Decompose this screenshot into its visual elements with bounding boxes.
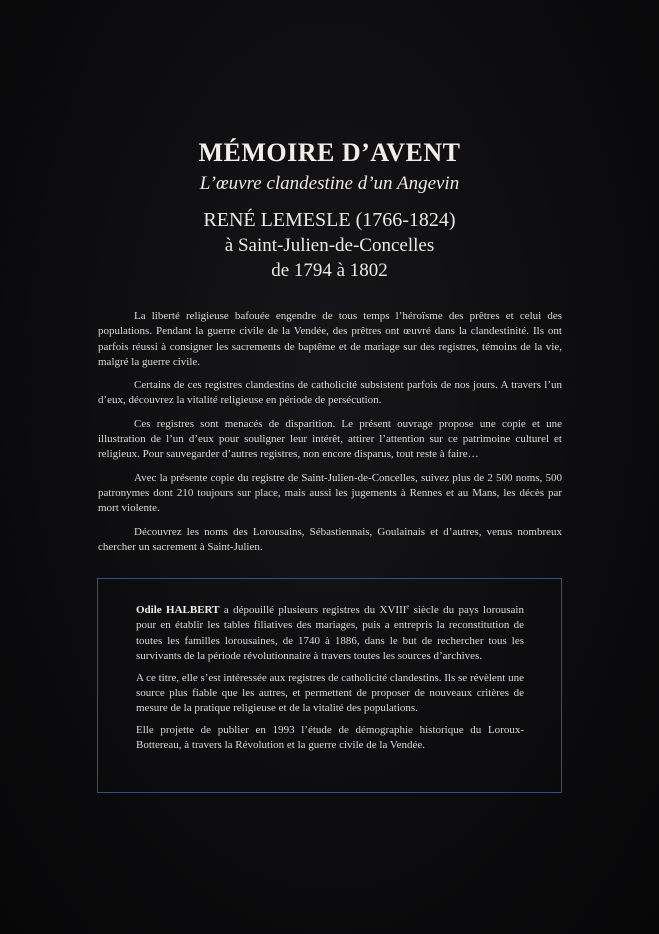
bio-text-a: a dépouillé plusieurs registres du (219, 604, 380, 616)
blurb-text (98, 309, 562, 563)
book-subtitle: L’œuvre clandestine d’un Angevin (199, 173, 460, 194)
blurb-paragraph: Ces registres sont menacés de disparition. Le présent ouvrage propose une copie et une illustration de l’un d’eux pour souligner leur intérêt, attirer l’attention sur ce patrimoine culturel et religieux. Pour sauvegarder d’autres registres, non encore disparus, tout reste à faire… (98, 417, 562, 461)
author-name: Odile HALBERT (136, 604, 220, 616)
book-period: de 1794 à 1802 (271, 260, 388, 281)
author-bio-box (97, 578, 562, 793)
book-title: MÉMOIRE D’AVENT (198, 138, 461, 167)
author-bio-text (136, 603, 524, 760)
book-place: à Saint-Julien-de-Concelles (224, 235, 435, 256)
blurb-paragraph: La liberté religieuse bafouée engendre de tous temps l’héroïsme des prêtres et celui des populations. Pendant la guerre civile de la Vendée, des prêtres ont œuvré dans la clandestinité. Ils ont parfois réussi à consigner les sacrements de baptême et de mariage sur des registres, témoins de la vie, malgré la guerre civile. (98, 310, 562, 368)
blurb-paragraph: Certains de ces registres clandestins de catholicité subsistent parfois de nos jours. A travers l’un d’eux, découvrez la vitalité religieuse en période de persécution. (98, 379, 562, 407)
author-bio-paragraph: Elle projette de publier en 1993 l’étude de démographie historique du Loroux-Bottereau, à travers la Révolution et la guerre civile de la Vendée. (136, 723, 524, 752)
title-block (0, 137, 659, 283)
century-label: XVIII (379, 604, 407, 616)
blurb-paragraph: Avec la présente copie du registre de Saint-Julien-de-Concelles, suivez plus de 2 500 noms, 500 patronymes dont 210 toujours sur place, mais aussi les jugements à Rennes et au Mans, les décès par mort violente. (98, 471, 562, 515)
blurb-paragraph: Découvrez les noms des Lorousains, Sébastiennais, Goulainais et d’autres, venus nombreux chercher un sacrement à Saint-Julien. (98, 525, 562, 553)
author-bio-paragraph (136, 603, 524, 665)
author-bio-paragraph: A ce titre, elle s’est intéressée aux registres de catholicité clandestins. Ils se révèlent une source plus fiable que les autres, et permettent de proposer de nouveaux critères de mesure de la pratique religieuse et de la vitalité des populations. (136, 671, 524, 715)
bio-text-b: siècle du pays lorousain pour en établir les tables filiatives des mariages, puis a entrepris la reconstitution de toutes les familles lorousaines, de 1740 à 1886, dans le but de rechercher tous les survivants de la période révolutionnaire à travers toutes les sources d’archives. (136, 604, 524, 663)
book-author: RENÉ LEMESLE (1766-1824) (203, 209, 456, 231)
century-superscript: e (406, 603, 410, 611)
